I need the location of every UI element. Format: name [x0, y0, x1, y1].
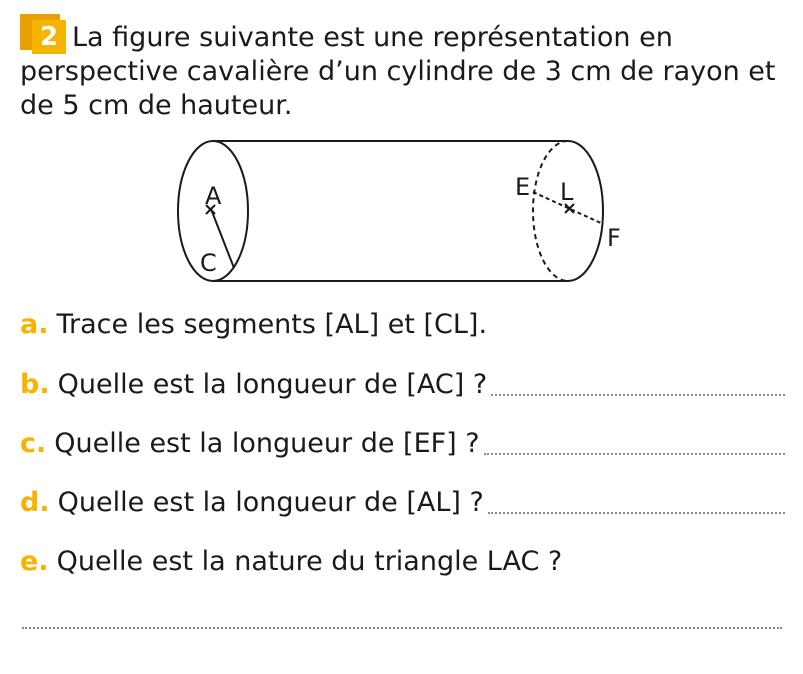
question-a-letter: a.	[20, 309, 49, 340]
question-d-text: Quelle est la longueur de [AL] ?	[57, 487, 484, 518]
label-a: A	[205, 182, 222, 210]
question-a	[20, 308, 785, 342]
question-d	[20, 486, 785, 520]
answer-field-e[interactable]	[22, 627, 782, 629]
question-c-letter: c.	[20, 428, 47, 459]
question-b-text: Quelle est la longueur de [AC] ?	[57, 369, 488, 400]
label-c: C	[200, 249, 217, 277]
exercise-text: La figure suivante est une représentation en perspective cavalière d’un cylindre de 3 cm de rayon et de 5 cm de hauteur.	[20, 22, 776, 121]
question-c	[20, 427, 785, 461]
exercise-statement	[20, 14, 790, 123]
question-b	[20, 368, 785, 402]
question-c-text: Quelle est la longueur de [EF] ?	[54, 428, 480, 459]
answer-field-c[interactable]	[484, 453, 785, 455]
question-e	[20, 545, 785, 579]
question-e-text: Quelle est la nature du triangle LAC ?	[56, 546, 563, 577]
question-b-letter: b.	[20, 369, 50, 400]
answer-field-b[interactable]	[491, 394, 785, 396]
label-l: L	[560, 178, 574, 206]
exercise-number: 2	[32, 20, 66, 54]
right-base-hidden-arc	[533, 141, 568, 281]
cylinder-figure	[150, 128, 630, 293]
exercise-number-badge	[20, 14, 64, 54]
question-e-letter: e.	[20, 546, 49, 577]
label-e: E	[515, 173, 531, 201]
label-f: F	[607, 224, 621, 252]
question-d-letter: d.	[20, 487, 50, 518]
question-a-text: Trace les segments [AL] et [CL].	[56, 309, 488, 340]
answer-field-d[interactable]	[488, 512, 785, 514]
